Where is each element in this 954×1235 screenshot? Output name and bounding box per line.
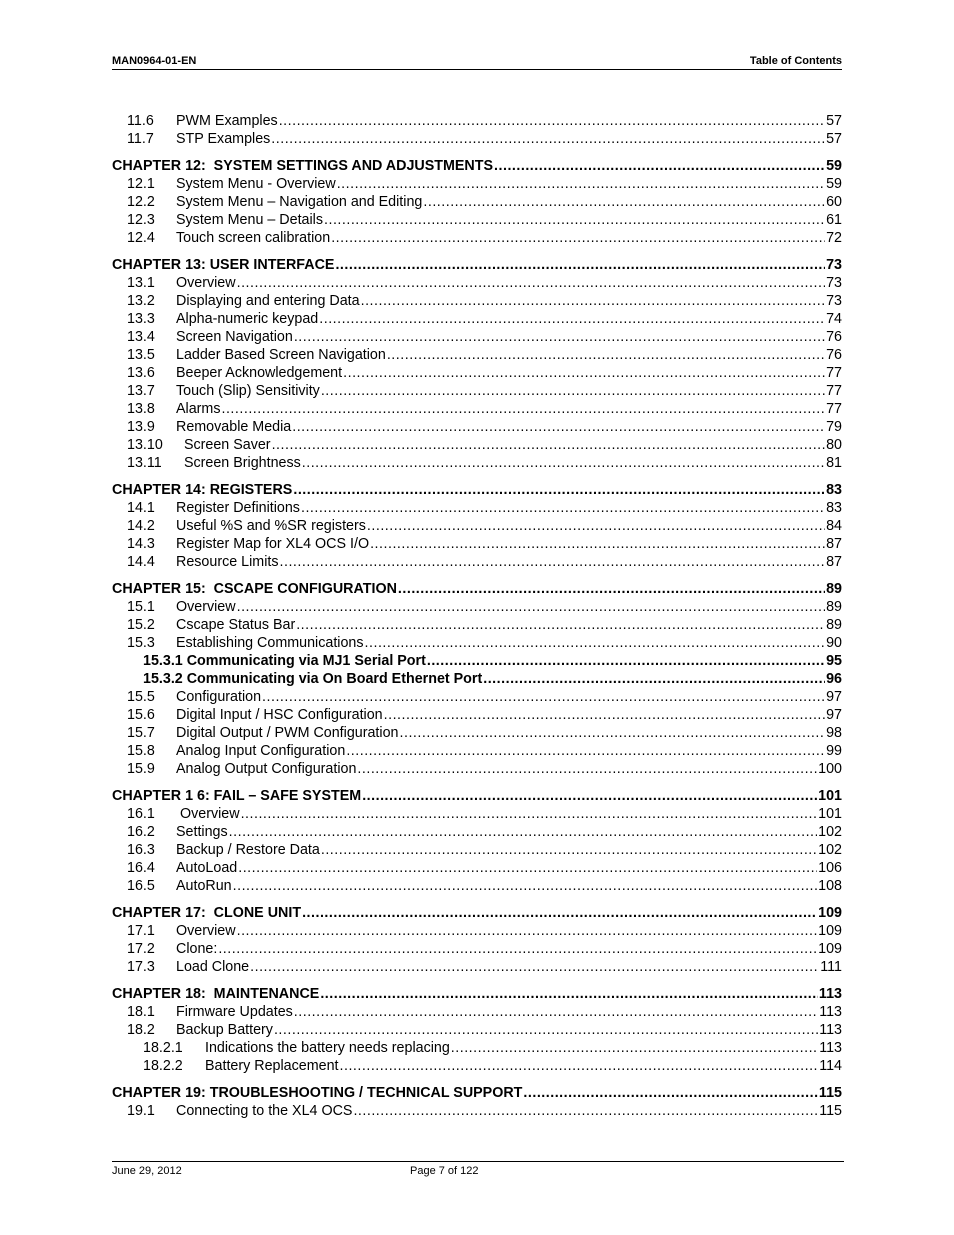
toc-entry-title: CHAPTER 1 6: FAIL – SAFE SYSTEM [112, 788, 362, 804]
toc-entry-page: 79 [826, 419, 842, 435]
toc-dot-leader [279, 112, 825, 130]
toc-dot-leader [494, 157, 825, 175]
toc-entry-title: Overview [176, 275, 236, 291]
toc-dot-leader [301, 499, 825, 517]
toc-entry-page: 108 [818, 878, 842, 894]
toc-section-entry[interactable] [112, 553, 842, 571]
toc-entry-number: 14.3 [127, 536, 155, 552]
toc-entry-page: 109 [818, 941, 842, 957]
toc-dot-leader [331, 229, 825, 247]
toc-entry-title: Touch screen calibration [176, 230, 331, 246]
toc-entry-title: Analog Output Configuration [176, 761, 357, 777]
toc-section-entry[interactable] [112, 346, 842, 364]
toc-entry-number: 13.8 [127, 401, 155, 417]
toc-entry-number: 17.2 [127, 941, 155, 957]
document-id: MAN0964-01-EN [112, 55, 197, 67]
toc-chapter-entry[interactable] [112, 256, 842, 274]
toc-dot-leader [523, 1084, 818, 1102]
toc-dot-leader [218, 940, 817, 958]
toc-section-entry[interactable] [112, 229, 842, 247]
toc-entry-page: 109 [818, 923, 842, 939]
toc-dot-leader [367, 517, 825, 535]
toc-entry-title: AutoLoad [176, 860, 238, 876]
toc-entry-page: 97 [826, 707, 842, 723]
toc-entry-title: Firmware Updates [176, 1004, 293, 1020]
toc-entry-page: 90 [826, 635, 842, 651]
toc-dot-leader [292, 418, 825, 436]
toc-entry-page: 113 [819, 1022, 842, 1038]
toc-dot-leader [262, 688, 825, 706]
toc-entry-number: 13.2 [127, 293, 155, 309]
toc-entry-title: Clone: [176, 941, 218, 957]
toc-entry-title: Beeper Acknowledgement [176, 365, 343, 381]
toc-dot-leader [400, 724, 826, 742]
toc-dot-leader [237, 598, 826, 616]
toc-entry-page: 114 [819, 1058, 842, 1074]
toc-dot-leader [387, 346, 825, 364]
toc-section-entry[interactable] [112, 499, 842, 517]
toc-entry-page: 89 [826, 599, 842, 615]
toc-entry-title: Connecting to the XL4 OCS [176, 1103, 353, 1119]
toc-dot-leader [340, 1057, 819, 1075]
toc-entry-page: 76 [826, 347, 842, 363]
toc-entry-page: 72 [826, 230, 842, 246]
toc-section-entry[interactable] [112, 823, 842, 841]
toc-entry-title: Resource Limits [176, 554, 279, 570]
toc-section-entry[interactable] [112, 517, 842, 535]
toc-dot-leader [353, 1102, 818, 1120]
toc-entry-title: Register Map for XL4 OCS I/O [176, 536, 370, 552]
toc-entry-title: Load Clone [176, 959, 250, 975]
toc-entry-title: Screen Brightness [176, 455, 301, 471]
toc-dot-leader [272, 436, 826, 454]
toc-section-entry[interactable] [112, 400, 842, 418]
toc-dot-leader [233, 877, 818, 895]
toc-entry-page: 109 [818, 905, 842, 921]
toc-entry-title: Screen Saver [176, 437, 271, 453]
toc-dot-leader [241, 805, 818, 823]
toc-entry-page: 113 [819, 1004, 842, 1020]
toc-entry-page: 84 [826, 518, 842, 534]
toc-entry-number: 13.5 [127, 347, 155, 363]
toc-dot-leader [357, 760, 817, 778]
toc-section-entry[interactable] [112, 418, 842, 436]
toc-dot-leader [296, 616, 825, 634]
toc-entry-title: CHAPTER 18: MAINTENANCE [112, 986, 320, 1002]
toc-section-entry[interactable] [112, 724, 842, 742]
toc-entry-page: 101 [818, 806, 842, 822]
toc-entry-page: 80 [826, 437, 842, 453]
toc-entry-number: 16.2 [127, 824, 155, 840]
toc-entry-title: CHAPTER 19: TROUBLESHOOTING / TECHNICAL SUPPORT [112, 1085, 523, 1101]
toc-entry-page: 102 [818, 842, 842, 858]
toc-section-entry[interactable] [112, 112, 842, 130]
toc-dot-leader [337, 175, 825, 193]
toc-section-entry[interactable] [112, 805, 842, 823]
toc-section-entry[interactable] [112, 841, 842, 859]
toc-entry-number: 14.4 [127, 554, 155, 570]
toc-entry-number: 15.6 [127, 707, 155, 723]
toc-entry-page: 89 [826, 617, 842, 633]
toc-section-entry[interactable] [112, 616, 842, 634]
toc-section-entry[interactable] [112, 670, 842, 688]
toc-entry-page: 115 [819, 1103, 842, 1119]
toc-entry-title: System Menu – Details [176, 212, 323, 228]
toc-entry-title: Register Definitions [176, 500, 300, 516]
toc-dot-leader [320, 985, 818, 1003]
toc-entry-number: 14.2 [127, 518, 155, 534]
toc-entry-title: Backup / Restore Data [176, 842, 320, 858]
toc-dot-leader [237, 922, 818, 940]
toc-entry-title: Cscape Status Bar [176, 617, 296, 633]
toc-section-entry[interactable] [112, 1003, 842, 1021]
toc-entry-title: 15.3.1 Communicating via MJ1 Serial Port [143, 653, 426, 669]
toc-entry-page: 61 [826, 212, 842, 228]
toc-entry-title: Digital Input / HSC Configuration [176, 707, 383, 723]
toc-entry-title: System Menu - Overview [176, 176, 336, 192]
toc-dot-leader [229, 823, 817, 841]
toc-entry-title: Alpha-numeric keypad [176, 311, 319, 327]
toc-dot-leader [398, 580, 825, 598]
toc-section-entry[interactable] [112, 859, 842, 877]
toc-section-entry[interactable] [112, 922, 842, 940]
toc-entry-number: 15.3 [127, 635, 155, 651]
toc-entry-title: CHAPTER 12: SYSTEM SETTINGS AND ADJUSTMENTS [112, 158, 494, 174]
toc-entry-page: 89 [826, 581, 842, 597]
toc-entry-title: CHAPTER 15: CSCAPE CONFIGURATION [112, 581, 397, 597]
toc-entry-number: 17.1 [127, 923, 155, 939]
toc-section-entry[interactable] [112, 175, 842, 193]
toc-section-entry[interactable] [112, 193, 842, 211]
toc-section-entry[interactable] [112, 535, 842, 553]
toc-entry-title: Removable Media [176, 419, 292, 435]
toc-entry-number: 19.1 [127, 1103, 155, 1119]
toc-section-entry[interactable] [112, 382, 842, 400]
toc-entry-number: 13.9 [127, 419, 155, 435]
toc-entry-page: 106 [818, 860, 842, 876]
toc-entry-number: 13.4 [127, 329, 155, 345]
toc-entry-number: 15.9 [127, 761, 155, 777]
toc-entry-page: 97 [826, 689, 842, 705]
toc-entry-page: 101 [818, 788, 842, 804]
toc-entry-page: 111 [820, 959, 842, 975]
toc-section-entry[interactable] [112, 211, 842, 229]
toc-section-entry[interactable] [112, 274, 842, 292]
toc-dot-leader [250, 958, 819, 976]
toc-entry-title: Digital Output / PWM Configuration [176, 725, 399, 741]
toc-entry-page: 60 [826, 194, 842, 210]
toc-section-entry[interactable] [112, 877, 842, 895]
toc-dot-leader [302, 904, 817, 922]
toc-chapter-entry[interactable] [112, 481, 842, 499]
section-title: Table of Contents [749, 55, 842, 67]
toc-chapter-entry[interactable] [112, 787, 842, 805]
toc-entry-title: Analog Input Configuration [176, 743, 346, 759]
toc-entry-title: PWM Examples [176, 113, 278, 129]
toc-section-entry[interactable] [112, 742, 842, 760]
toc-section-entry[interactable] [112, 1021, 842, 1039]
toc-entry-title: System Menu – Navigation and Editing [176, 194, 423, 210]
toc-section-entry[interactable] [112, 310, 842, 328]
toc-entry-title: Overview [176, 599, 236, 615]
toc-section-entry[interactable] [112, 760, 842, 778]
toc-entry-page: 57 [826, 131, 842, 147]
toc-entry-number: 18.2.1 [143, 1040, 183, 1056]
toc-entry-number: 11.6 [127, 113, 154, 129]
toc-dot-leader [365, 634, 826, 652]
toc-entry-number: 15.2 [127, 617, 155, 633]
toc-entry-page: 57 [826, 113, 842, 129]
toc-entry-title: Displaying and entering Data [176, 293, 360, 309]
toc-entry-page: 76 [826, 329, 842, 345]
toc-entry-title: STP Examples [176, 131, 271, 147]
toc-entry-title: Alarms [176, 401, 221, 417]
toc-dot-leader [483, 670, 825, 688]
toc-chapter-entry[interactable] [112, 1084, 842, 1102]
toc-entry-page: 95 [826, 653, 842, 669]
toc-section-entry[interactable] [112, 634, 842, 652]
toc-dot-leader [238, 859, 817, 877]
toc-dot-leader [335, 256, 825, 274]
toc-entry-title: CHAPTER 14: REGISTERS [112, 482, 293, 498]
toc-chapter-entry[interactable] [112, 157, 842, 175]
toc-entry-page: 100 [818, 761, 842, 777]
toc-entry-page: 99 [826, 743, 842, 759]
toc-entry-page: 59 [826, 176, 842, 192]
toc-dot-leader [423, 193, 825, 211]
toc-entry-page: 77 [826, 401, 842, 417]
toc-entry-number: 16.5 [127, 878, 155, 894]
toc-section-entry[interactable] [112, 598, 842, 616]
toc-dot-leader [319, 310, 825, 328]
toc-entry-title: CHAPTER 13: USER INTERFACE [112, 257, 335, 273]
toc-entry-title: Overview [176, 923, 236, 939]
toc-chapter-entry[interactable] [112, 985, 842, 1003]
toc-entry-page: 73 [826, 275, 842, 291]
toc-entry-title: Configuration [176, 689, 262, 705]
toc-entry-number: 16.3 [127, 842, 155, 858]
toc-section-entry[interactable] [112, 940, 842, 958]
toc-section-entry[interactable] [112, 1057, 842, 1075]
toc-section-entry[interactable] [112, 364, 842, 382]
toc-section-entry[interactable] [112, 958, 842, 976]
toc-entry-page: 81 [826, 455, 842, 471]
toc-entry-page: 113 [818, 986, 842, 1002]
toc-entry-title: Touch (Slip) Sensitivity [176, 383, 320, 399]
toc-entry-number: 13.6 [127, 365, 155, 381]
toc-entry-title: Screen Navigation [176, 329, 293, 345]
toc-entry-number: 12.1 [127, 176, 155, 192]
toc-entry-number: 15.5 [127, 689, 155, 705]
toc-entry-number: 13.1 [127, 275, 155, 291]
toc-entry-number: 13.7 [127, 383, 155, 399]
toc-entry-title: Establishing Communications [176, 635, 364, 651]
toc-entry-title: CHAPTER 17: CLONE UNIT [112, 905, 302, 921]
toc-dot-leader [343, 364, 825, 382]
toc-entry-number: 18.2 [127, 1022, 155, 1038]
toc-entry-number: 18.2.2 [143, 1058, 183, 1074]
toc-dot-leader [451, 1039, 818, 1057]
toc-entry-number: 18.1 [127, 1004, 155, 1020]
toc-entry-page: 77 [826, 383, 842, 399]
toc-dot-leader [346, 742, 825, 760]
toc-entry-page: 87 [826, 536, 842, 552]
toc-entry-page: 102 [818, 824, 842, 840]
toc-section-entry[interactable] [112, 1102, 842, 1120]
toc-entry-page: 83 [826, 500, 842, 516]
toc-dot-leader [324, 211, 825, 229]
page-footer [112, 1161, 844, 1177]
toc-entry-title: Indications the battery needs replacing [205, 1040, 450, 1056]
toc-section-entry[interactable] [112, 292, 842, 310]
toc-section-entry[interactable] [112, 328, 842, 346]
toc-entry-page: 77 [826, 365, 842, 381]
page-header [112, 55, 842, 70]
toc-dot-leader [427, 652, 825, 670]
toc-entry-title: 15.3.2 Communicating via On Board Ethernet Port [143, 671, 483, 687]
toc-entry-page: 113 [819, 1040, 842, 1056]
toc-entry-number: 12.2 [127, 194, 155, 210]
toc-entry-number: 16.4 [127, 860, 155, 876]
toc-dot-leader [302, 454, 825, 472]
toc-entry-number: 12.4 [127, 230, 155, 246]
toc-dot-leader [361, 292, 826, 310]
toc-entry-number: 16.1 [127, 806, 155, 822]
toc-dot-leader [237, 274, 826, 292]
toc-dot-leader [384, 706, 825, 724]
toc-chapter-entry[interactable] [112, 580, 842, 598]
toc-entry-number: 12.3 [127, 212, 155, 228]
toc-entry-number: 13.10 [127, 437, 163, 453]
toc-entry-page: 96 [826, 671, 842, 687]
toc-dot-leader [370, 535, 825, 553]
toc-section-entry[interactable] [112, 652, 842, 670]
toc-entry-page: 73 [826, 257, 842, 273]
toc-dot-leader [271, 130, 825, 148]
toc-entry-number: 15.7 [127, 725, 155, 741]
toc-entry-title: Useful %S and %SR registers [176, 518, 366, 534]
toc-entry-title: Ladder Based Screen Navigation [176, 347, 386, 363]
toc-entry-page: 83 [826, 482, 842, 498]
footer-page-number: Page 7 of 122 [410, 1165, 479, 1177]
toc-entry-number: 14.1 [127, 500, 155, 516]
toc-entry-title: Backup Battery [176, 1022, 273, 1038]
toc-entry-title: Settings [176, 824, 228, 840]
toc-entry-title: AutoRun [176, 878, 232, 894]
toc-section-entry[interactable] [112, 454, 842, 472]
toc-dot-leader [280, 553, 826, 571]
toc-entry-number: 17.3 [127, 959, 155, 975]
toc-entry-page: 115 [818, 1085, 842, 1101]
toc-dot-leader [321, 382, 825, 400]
footer-date: June 29, 2012 [112, 1165, 182, 1177]
toc-entry-number: 15.1 [127, 599, 155, 615]
toc-dot-leader [293, 481, 825, 499]
toc-entry-number: 15.8 [127, 743, 155, 759]
toc-section-entry[interactable] [112, 706, 842, 724]
toc-entry-page: 98 [826, 725, 842, 741]
toc-chapter-entry[interactable] [112, 904, 842, 922]
toc-entry-page: 73 [826, 293, 842, 309]
toc-entry-number: 13.11 [127, 455, 162, 471]
toc-dot-leader [294, 328, 825, 346]
toc-dot-leader [274, 1021, 818, 1039]
toc-section-entry[interactable] [112, 688, 842, 706]
toc-section-entry[interactable] [112, 130, 842, 148]
toc-entry-page: 59 [826, 158, 842, 174]
toc-dot-leader [221, 400, 825, 418]
toc-entry-number: 13.3 [127, 311, 155, 327]
toc-section-entry[interactable] [112, 436, 842, 454]
toc-entry-title: Overview [176, 806, 240, 822]
table-of-contents [112, 112, 842, 1120]
toc-entry-title: Battery Replacement [205, 1058, 339, 1074]
toc-dot-leader [321, 841, 817, 859]
toc-entry-number: 11.7 [127, 131, 154, 147]
toc-entry-page: 87 [826, 554, 842, 570]
toc-dot-leader [294, 1003, 818, 1021]
toc-section-entry[interactable] [112, 1039, 842, 1057]
toc-dot-leader [362, 787, 817, 805]
toc-entry-page: 74 [826, 311, 842, 327]
